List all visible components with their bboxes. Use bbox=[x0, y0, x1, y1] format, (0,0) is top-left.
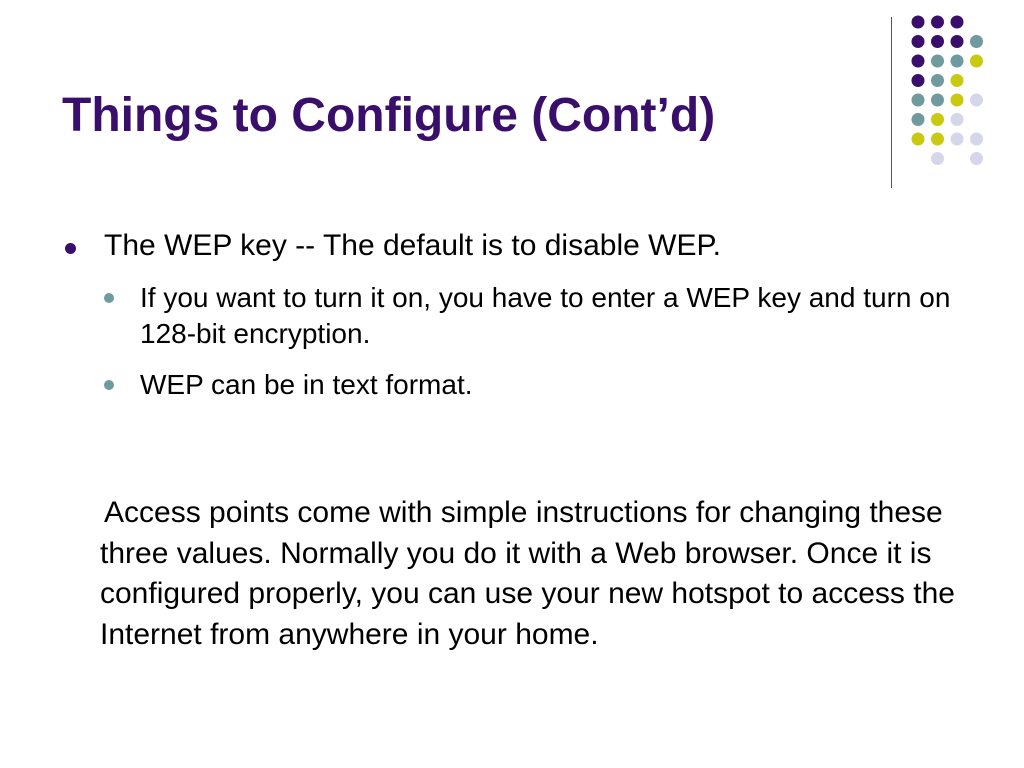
decorative-dot bbox=[970, 35, 983, 48]
sub-bullet-item: If you want to turn it on, you have to enter a WEP key and turn on 128-bit encryption. bbox=[140, 282, 951, 349]
decorative-dot bbox=[931, 74, 944, 87]
decorative-dot bbox=[951, 133, 964, 146]
decorative-dot bbox=[912, 133, 925, 146]
slide-title: Things to Configure (Cont’d) bbox=[62, 89, 716, 142]
decorative-dot bbox=[951, 113, 964, 126]
decorative-dot bbox=[951, 94, 964, 107]
decorative-dot bbox=[912, 55, 925, 68]
decorative-dot bbox=[951, 16, 964, 29]
decorative-dot bbox=[931, 55, 944, 68]
decorative-dot bbox=[970, 55, 983, 68]
decorative-dot bbox=[951, 35, 964, 48]
sub-bullet-item: WEP can be in text format. bbox=[140, 369, 473, 400]
bullet-item-level1: The WEP key -- The default is to disable WEP. bbox=[104, 229, 721, 262]
decorative-dot-grid bbox=[0, 0, 1024, 200]
decorative-dot bbox=[912, 113, 925, 126]
decorative-dot bbox=[931, 94, 944, 107]
decorative-dot bbox=[931, 152, 944, 165]
bullet-marker-level1 bbox=[65, 243, 76, 254]
decorative-dot bbox=[931, 133, 944, 146]
decorative-dot bbox=[970, 94, 983, 107]
decorative-dot bbox=[970, 133, 983, 146]
decorative-dot bbox=[912, 16, 925, 29]
bullet-marker-level2 bbox=[104, 380, 114, 390]
bullet-marker-level2 bbox=[104, 293, 114, 303]
decorative-dot bbox=[912, 35, 925, 48]
body-paragraph: Access points come with simple instructions for changing these three values. Normally you do it with a Web browser. Once it is configured properly, you can use your new hotspot to access the Internet from anywhere in your home. bbox=[100, 496, 955, 651]
decorative-dot bbox=[951, 55, 964, 68]
decorative-dot bbox=[912, 74, 925, 87]
decorative-dot bbox=[970, 152, 983, 165]
decorative-dot bbox=[931, 35, 944, 48]
decorative-dot bbox=[912, 94, 925, 107]
decorative-dot bbox=[931, 113, 944, 126]
decorative-dot bbox=[951, 74, 964, 87]
decorative-dot bbox=[931, 16, 944, 29]
